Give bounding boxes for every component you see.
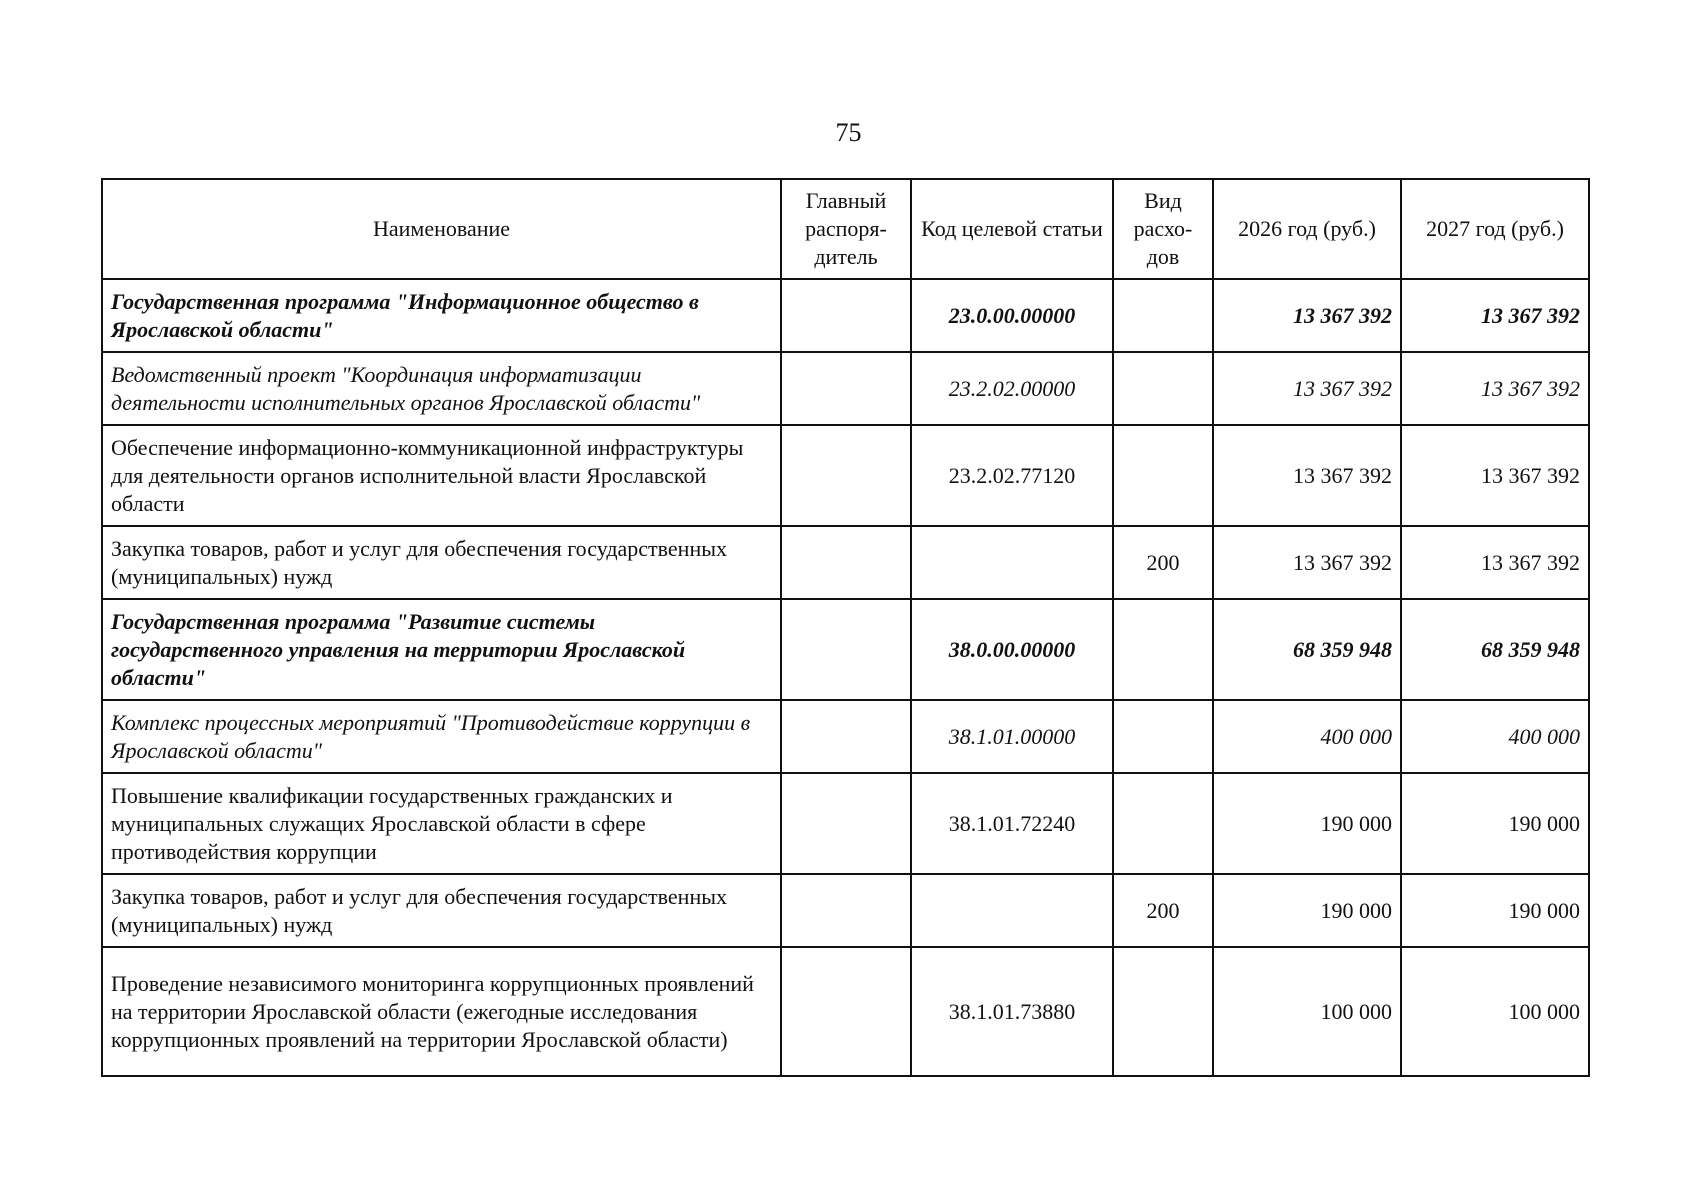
- row-amount-2027: 190 000: [1401, 773, 1589, 874]
- header-row: [102, 179, 1589, 279]
- row-name: Закупка товаров, работ и услуг для обеспечения государственных (муниципальных) нужд: [102, 526, 781, 599]
- row-kind: [1113, 425, 1213, 526]
- budget-table: [101, 178, 1590, 1077]
- row-code: [911, 526, 1113, 599]
- table-row: [102, 352, 1589, 425]
- row-kind: [1113, 700, 1213, 773]
- row-kind: [1113, 599, 1213, 700]
- row-amount-2027: 13 367 392: [1401, 352, 1589, 425]
- row-amount-2027: 13 367 392: [1401, 425, 1589, 526]
- row-amount-2027: 400 000: [1401, 700, 1589, 773]
- table-row: [102, 425, 1589, 526]
- header-code: Код целевой статьи: [911, 179, 1113, 279]
- row-code: 23.0.00.00000: [911, 279, 1113, 352]
- row-name: Комплекс процессных мероприятий "Противодействие коррупции в Ярославской области": [102, 700, 781, 773]
- row-code: 38.1.01.72240: [911, 773, 1113, 874]
- page-number: 75: [835, 118, 862, 147]
- table-header: [102, 179, 1589, 279]
- row-amount-2026: 100 000: [1213, 947, 1401, 1076]
- row-code: 23.2.02.77120: [911, 425, 1113, 526]
- header-kind: Вид расхо-дов: [1113, 179, 1213, 279]
- row-amount-2027: 100 000: [1401, 947, 1589, 1076]
- row-code: [911, 874, 1113, 947]
- row-amount-2027: 190 000: [1401, 874, 1589, 947]
- table-row: [102, 700, 1589, 773]
- row-name: Проведение независимого мониторинга коррупционных проявлений на территории Ярославской области (ежегодные исследования коррупционных проявлений на территории Ярославской области): [102, 947, 781, 1076]
- row-amount-2026: 190 000: [1213, 874, 1401, 947]
- table-row: [102, 599, 1589, 700]
- row-name: Государственная программа "Информационное общество в Ярославской области": [102, 279, 781, 352]
- row-admin: [781, 599, 911, 700]
- row-kind: [1113, 352, 1213, 425]
- row-admin: [781, 947, 911, 1076]
- row-admin: [781, 352, 911, 425]
- row-name: Обеспечение информационно-коммуникационной инфраструктуры для деятельности органов исполнительной власти Ярославской области: [102, 425, 781, 526]
- row-admin: [781, 526, 911, 599]
- row-kind: [1113, 773, 1213, 874]
- row-kind: 200: [1113, 874, 1213, 947]
- row-code: 38.1.01.00000: [911, 700, 1113, 773]
- row-code: 38.1.01.73880: [911, 947, 1113, 1076]
- row-amount-2026: 13 367 392: [1213, 279, 1401, 352]
- row-amount-2026: 190 000: [1213, 773, 1401, 874]
- header-admin: Главный распоря-дитель: [781, 179, 911, 279]
- row-kind: [1113, 947, 1213, 1076]
- header-name: Наименование: [102, 179, 781, 279]
- table-row: [102, 947, 1589, 1076]
- row-amount-2026: 68 359 948: [1213, 599, 1401, 700]
- row-kind: [1113, 279, 1213, 352]
- row-code: 23.2.02.00000: [911, 352, 1113, 425]
- row-name: Закупка товаров, работ и услуг для обеспечения государственных (муниципальных) нужд: [102, 874, 781, 947]
- row-amount-2027: 13 367 392: [1401, 279, 1589, 352]
- row-name: Ведомственный проект "Координация информатизации деятельности исполнительных органов Ярославской области": [102, 352, 781, 425]
- row-name: Повышение квалификации государственных гражданских и муниципальных служащих Ярославской области в сфере противодействия коррупции: [102, 773, 781, 874]
- table-body: [102, 279, 1589, 1076]
- table-row: [102, 874, 1589, 947]
- header-year-2026: 2026 год (руб.): [1213, 179, 1401, 279]
- row-amount-2027: 13 367 392: [1401, 526, 1589, 599]
- row-admin: [781, 773, 911, 874]
- row-amount-2026: 400 000: [1213, 700, 1401, 773]
- row-kind: 200: [1113, 526, 1213, 599]
- row-amount-2026: 13 367 392: [1213, 425, 1401, 526]
- row-amount-2027: 68 359 948: [1401, 599, 1589, 700]
- row-code: 38.0.00.00000: [911, 599, 1113, 700]
- row-admin: [781, 425, 911, 526]
- row-name: Государственная программа "Развитие системы государственного управления на территории Ярославской области": [102, 599, 781, 700]
- table-row: [102, 773, 1589, 874]
- row-admin: [781, 874, 911, 947]
- header-year-2027: 2027 год (руб.): [1401, 179, 1589, 279]
- row-amount-2026: 13 367 392: [1213, 526, 1401, 599]
- row-admin: [781, 700, 911, 773]
- row-admin: [781, 279, 911, 352]
- table-row: [102, 279, 1589, 352]
- row-amount-2026: 13 367 392: [1213, 352, 1401, 425]
- table-row: [102, 526, 1589, 599]
